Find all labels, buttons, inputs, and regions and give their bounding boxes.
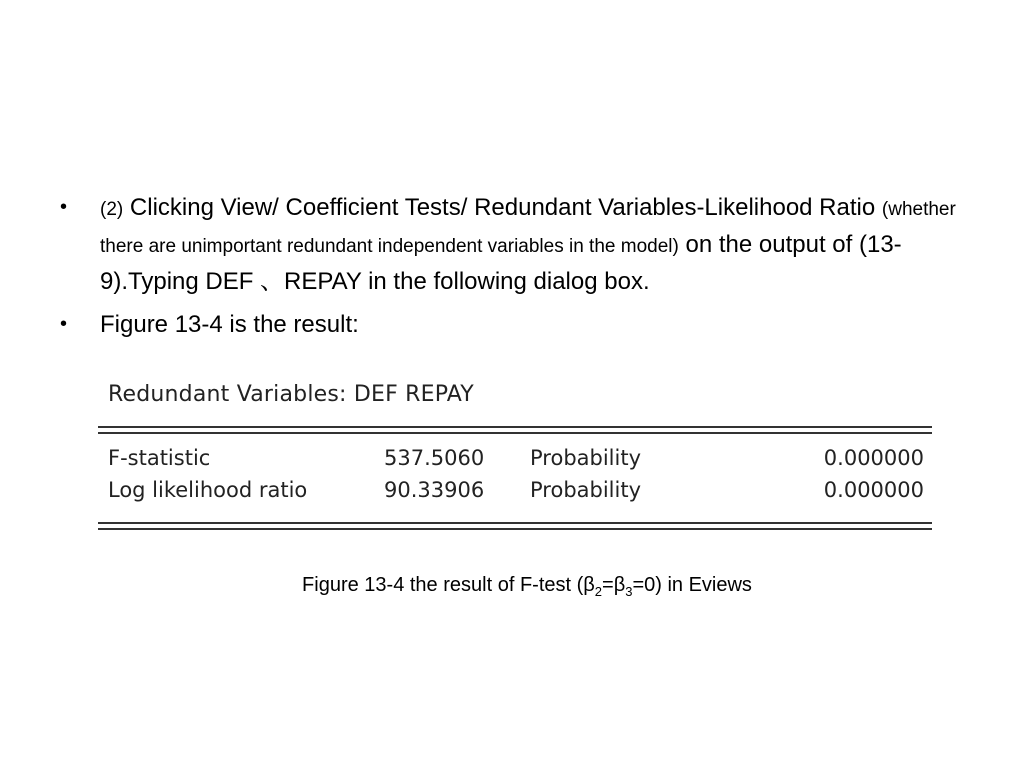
- bullet-item-instructions: [56, 190, 956, 299]
- table-rule-top: [98, 426, 932, 428]
- bullet-list: [56, 190, 956, 342]
- caption-text: Figure 13-4 the result of F-test (β: [302, 574, 595, 596]
- probability-label: Probability: [530, 446, 642, 470]
- bullet-item-result: [56, 307, 956, 342]
- table-rule-bottom: [98, 522, 932, 524]
- step-number: (2): [100, 199, 124, 220]
- table-row: [108, 478, 930, 508]
- probability-value: 0.000000: [823, 446, 924, 470]
- stat-label: F-statistic: [108, 446, 211, 470]
- stat-label: Log likelihood ratio: [108, 478, 308, 502]
- caption-subscript: 3: [625, 584, 633, 599]
- caption-text: =β: [602, 574, 626, 596]
- figure-caption: [0, 574, 1024, 599]
- stat-value: 537.5060: [384, 446, 485, 470]
- caption-subscript: 2: [594, 584, 603, 599]
- table-row: [108, 446, 930, 476]
- eviews-output-title: Redundant Variables: DEF REPAY: [108, 382, 474, 407]
- probability-value: 0.000000: [823, 478, 924, 502]
- probability-label: Probability: [530, 478, 642, 502]
- instruction-parenthetical: (whether there are unimportant redundant independent variables in the model): [100, 199, 956, 257]
- bullet-mark: •: [60, 196, 68, 218]
- eviews-output-table: [96, 376, 936, 536]
- stat-value: 90.33906: [384, 478, 485, 502]
- table-rule-top-double: [98, 432, 932, 434]
- instruction-text: Clicking View/ Coefficient Tests/ Redundant Variables-Likelihood Ratio: [129, 194, 876, 221]
- bullet-mark: •: [60, 313, 68, 335]
- table-rule-bottom-double: [98, 528, 932, 530]
- instruction-text-continued: on the output of (13-9).Typing DEF 、REPAY in the following dialog box.: [100, 231, 902, 295]
- caption-text: =0) in Eviews: [632, 574, 752, 596]
- result-intro-text: Figure 13-4 is the result:: [100, 311, 359, 338]
